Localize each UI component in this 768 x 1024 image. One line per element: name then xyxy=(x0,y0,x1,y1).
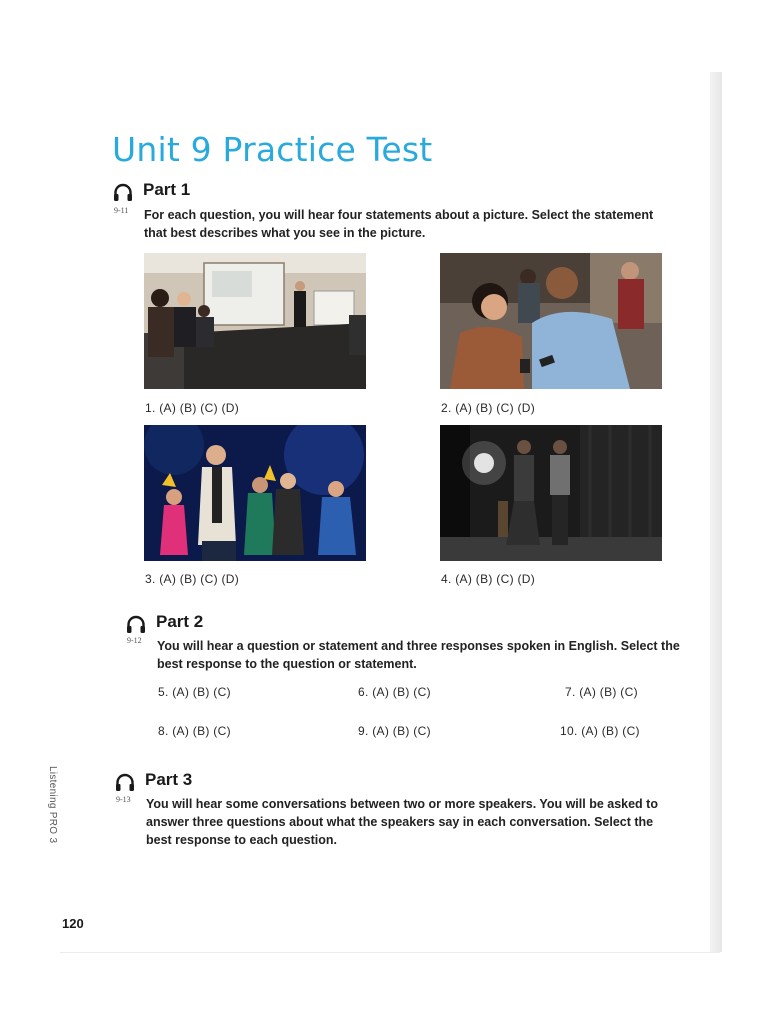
part2-title: Part 2 xyxy=(156,612,204,631)
page-number: 120 xyxy=(62,916,84,931)
photo-party-dancing xyxy=(144,425,366,561)
part2-instruction-line1: You will hear a question or statement and three responses spoken in English. Select the xyxy=(157,639,680,653)
part3-heading xyxy=(115,772,315,794)
part3-track-number: 9-13 xyxy=(116,795,131,804)
part1-instruction-line2: that best describes what you see in the picture. xyxy=(144,226,426,240)
headphones-icon xyxy=(115,773,135,792)
page-title: Unit 9 Practice Test xyxy=(112,130,433,169)
part2-answer-10: 10. (A) (B) (C) xyxy=(560,724,640,738)
part2-heading xyxy=(126,614,326,636)
part1-answer-1: 1. (A) (B) (C) (D) xyxy=(145,401,240,415)
part3-instruction-line3: best response to each question. xyxy=(146,833,338,847)
photo-couple-phones xyxy=(440,253,662,389)
part3-title: Part 3 xyxy=(145,770,193,789)
photo-meeting-presentation xyxy=(144,253,366,389)
part1-answer-3: 3. (A) (B) (C) (D) xyxy=(145,572,240,586)
part2-answer-9: 9. (A) (B) (C) xyxy=(358,724,431,738)
part1-instruction-line1: For each question, you will hear four statements about a picture. Select the statement xyxy=(144,208,654,222)
part1-track-number: 9-11 xyxy=(114,206,129,215)
headphones-icon xyxy=(126,615,146,634)
part1-title: Part 1 xyxy=(143,180,191,199)
part2-track-number: 9-12 xyxy=(127,636,142,645)
part2-answer-6: 6. (A) (B) (C) xyxy=(358,685,431,699)
book-series-label: Listening PRO 3 xyxy=(47,766,58,844)
part3-instruction-line2: answer three questions about what the speakers say in each conversation. Select the xyxy=(146,815,654,829)
part1-answer-2: 2. (A) (B) (C) (D) xyxy=(441,401,536,415)
part2-answer-8: 8. (A) (B) (C) xyxy=(158,724,231,738)
part2-answer-5: 5. (A) (B) (C) xyxy=(158,685,231,699)
part1-answer-4: 4. (A) (B) (C) (D) xyxy=(441,572,536,586)
part2-instruction-line2: best response to the question or statement. xyxy=(157,657,417,671)
photo-stage-performers xyxy=(440,425,662,561)
page-edge-shadow xyxy=(710,72,722,952)
page-bottom-rule xyxy=(60,952,720,953)
part2-answer-7: 7. (A) (B) (C) xyxy=(565,685,638,699)
part1-heading xyxy=(113,182,313,204)
part3-instruction-line1: You will hear some conversations between two or more speakers. You will be asked to xyxy=(146,797,658,811)
headphones-icon xyxy=(113,183,133,202)
